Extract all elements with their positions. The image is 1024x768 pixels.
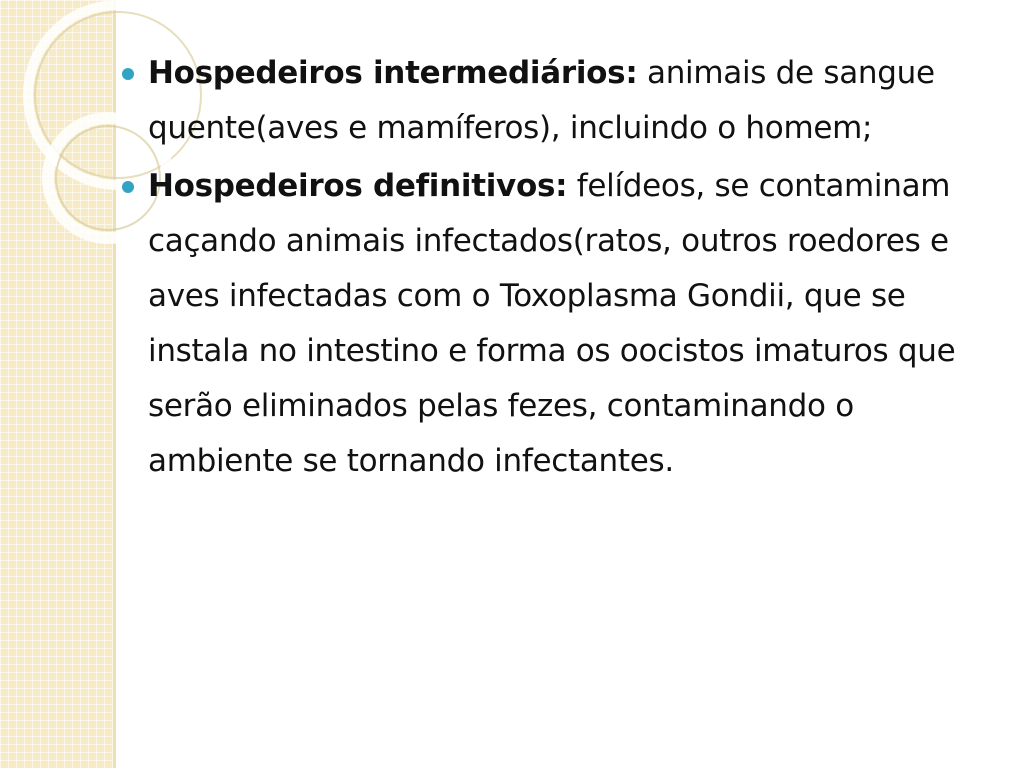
bullet-text: felídeos, se contaminam caçando animais infectados(ratos, outros roedores e aves infectadas com o Toxoplasma Gondii, que se instala no intestino e forma os oocistos imaturos que serão eliminados pelas fezes, contaminando o ambiente se tornando infectantes. (148, 168, 956, 479)
bullet-term: Hospedeiros definitivos: (148, 168, 568, 204)
bullet-text: animais de sangue quente(aves e mamíferos), incluindo o homem; (148, 55, 935, 146)
bullet-dot-icon (122, 68, 134, 80)
bullet-item (120, 46, 970, 156)
slide-content (120, 46, 970, 492)
bullet-term: Hospedeiros intermediários: (148, 55, 638, 91)
bullet-item (120, 159, 970, 489)
bullet-dot-icon (122, 181, 134, 193)
